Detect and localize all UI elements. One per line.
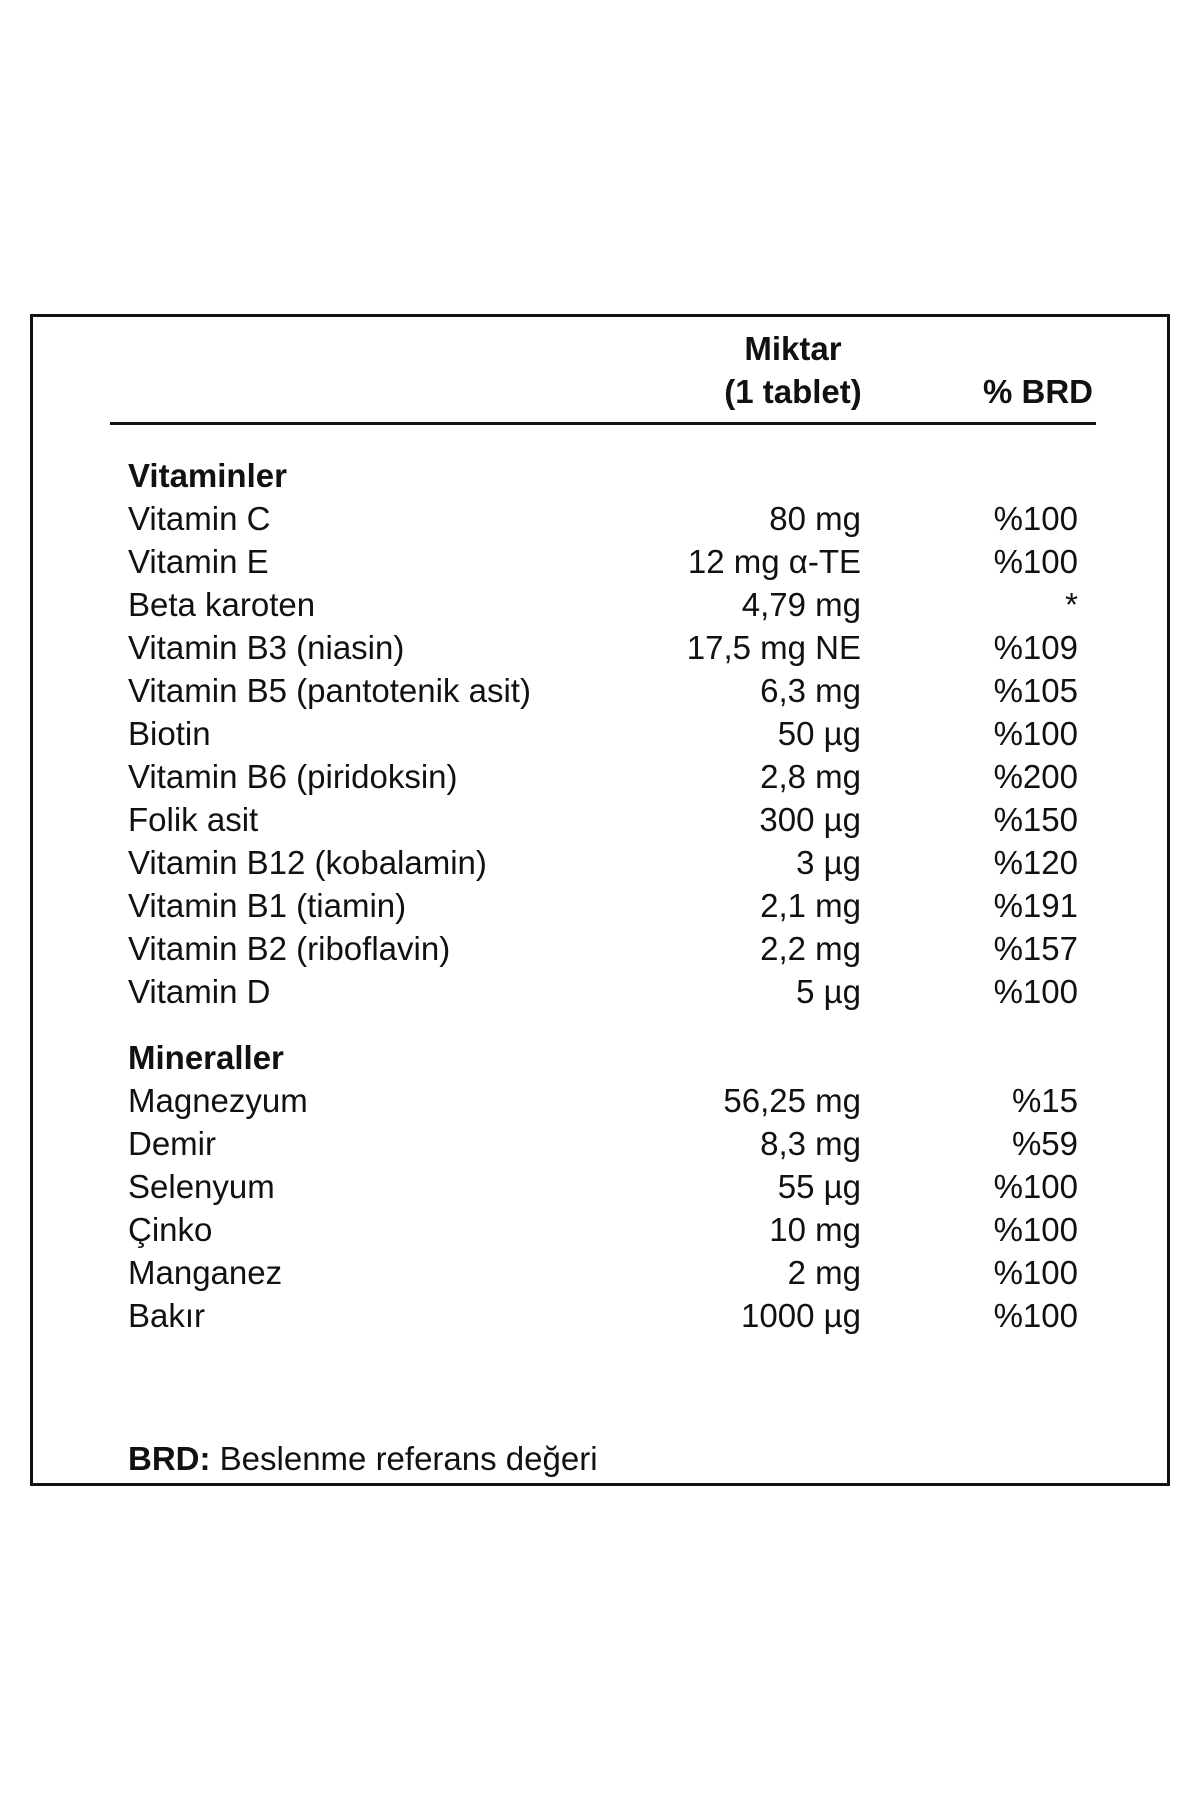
table-row [128,755,1078,798]
nutrient-amount: 80 mg [769,500,861,537]
nutrient-brd: %100 [993,500,1078,537]
nutrient-brd: %109 [993,629,1078,666]
nutrient-name: Demir [128,1125,216,1162]
table-row [128,970,1078,1013]
nutrient-amount: 8,3 mg [760,1125,861,1162]
nutrient-name: Magnezyum [128,1082,308,1119]
table-row [128,669,1078,712]
nutrient-amount: 56,25 mg [723,1082,861,1119]
nutrient-name: Vitamin D [128,973,271,1010]
nutrient-amount: 2,2 mg [760,930,861,967]
nutrient-amount: 12 mg α-TE [687,543,861,580]
nutrient-amount: 2,8 mg [760,758,861,795]
vitamins-section-title: Vitaminler [128,457,287,494]
nutrient-name: Vitamin B3 (niasin) [128,629,405,666]
nutrient-brd: %105 [993,672,1078,709]
table-row [128,540,1078,583]
minerals-section-title: Mineraller [128,1039,284,1076]
nutrient-brd: %100 [993,1254,1078,1291]
table-row [128,1165,1078,1208]
table-row [128,1294,1078,1337]
table-row [128,1079,1078,1122]
nutrient-brd: %100 [993,543,1078,580]
nutrient-brd: %150 [993,801,1078,838]
nutrient-name: Vitamin B5 (pantotenik asit) [128,672,531,709]
nutrient-amount: 1000 µg [741,1297,861,1334]
nutrition-table [30,314,1170,1486]
nutrient-name: Çinko [128,1211,213,1248]
nutrient-name: Vitamin B1 (tiamin) [128,887,407,924]
table-row [128,1208,1078,1251]
nutrient-amount: 10 mg [769,1211,861,1248]
nutrient-amount: 55 µg [777,1168,861,1205]
nutrient-amount: 4,79 mg [741,586,861,623]
nutrient-name: Folik asit [128,801,259,838]
nutrient-brd: %59 [1011,1125,1078,1162]
nutrient-brd: %120 [993,844,1078,881]
nutrient-brd: %100 [993,1211,1078,1248]
table-row [128,1122,1078,1165]
table-row [128,497,1078,540]
table-row [128,583,1078,626]
nutrient-brd: %157 [993,930,1078,967]
nutrient-brd: %191 [993,887,1078,924]
amount-column-header [673,327,913,413]
amount-header-line1: Miktar [744,330,842,367]
footnote-definition: Beslenme referans değeri [219,1440,598,1477]
table-row [128,884,1078,927]
brd-column-header: % BRD [982,373,1093,410]
footnote-term: BRD: [128,1440,211,1477]
nutrient-name: Vitamin B6 (piridoksin) [128,758,458,795]
nutrient-amount: 17,5 mg NE [686,629,861,666]
nutrient-amount: 3 µg [796,844,861,881]
nutrient-name: Selenyum [128,1168,275,1205]
nutrient-amount: 50 µg [777,715,861,752]
nutrient-amount: 2 mg [787,1254,861,1291]
header-divider [110,422,1096,425]
nutrient-brd: %200 [993,758,1078,795]
table-row [128,1251,1078,1294]
table-row [128,626,1078,669]
nutrient-amount: 5 µg [796,973,861,1010]
nutrient-brd: %100 [993,1168,1078,1205]
nutrient-name: Bakır [128,1297,206,1334]
table-row [128,841,1078,884]
nutrient-brd: %100 [993,715,1078,752]
nutrient-brd: %15 [1011,1082,1078,1119]
nutrient-brd: %100 [993,973,1078,1010]
nutrient-name: Vitamin B2 (riboflavin) [128,930,451,967]
nutrient-amount: 6,3 mg [760,672,861,709]
nutrient-name: Vitamin B12 (kobalamin) [128,844,487,881]
table-row [128,712,1078,755]
table-row [128,798,1078,841]
nutrient-brd: * [1065,586,1078,623]
amount-header-line2: (1 tablet) [724,373,862,410]
nutrient-amount: 300 µg [759,801,861,838]
nutrient-name: Biotin [128,715,211,752]
footnote [128,1437,598,1480]
table-row [128,927,1078,970]
nutrient-name: Vitamin E [128,543,269,580]
nutrient-brd: %100 [993,1297,1078,1334]
nutrient-name: Manganez [128,1254,283,1291]
nutrient-name: Beta karoten [128,586,316,623]
nutrient-amount: 2,1 mg [760,887,861,924]
nutrient-name: Vitamin C [128,500,271,537]
